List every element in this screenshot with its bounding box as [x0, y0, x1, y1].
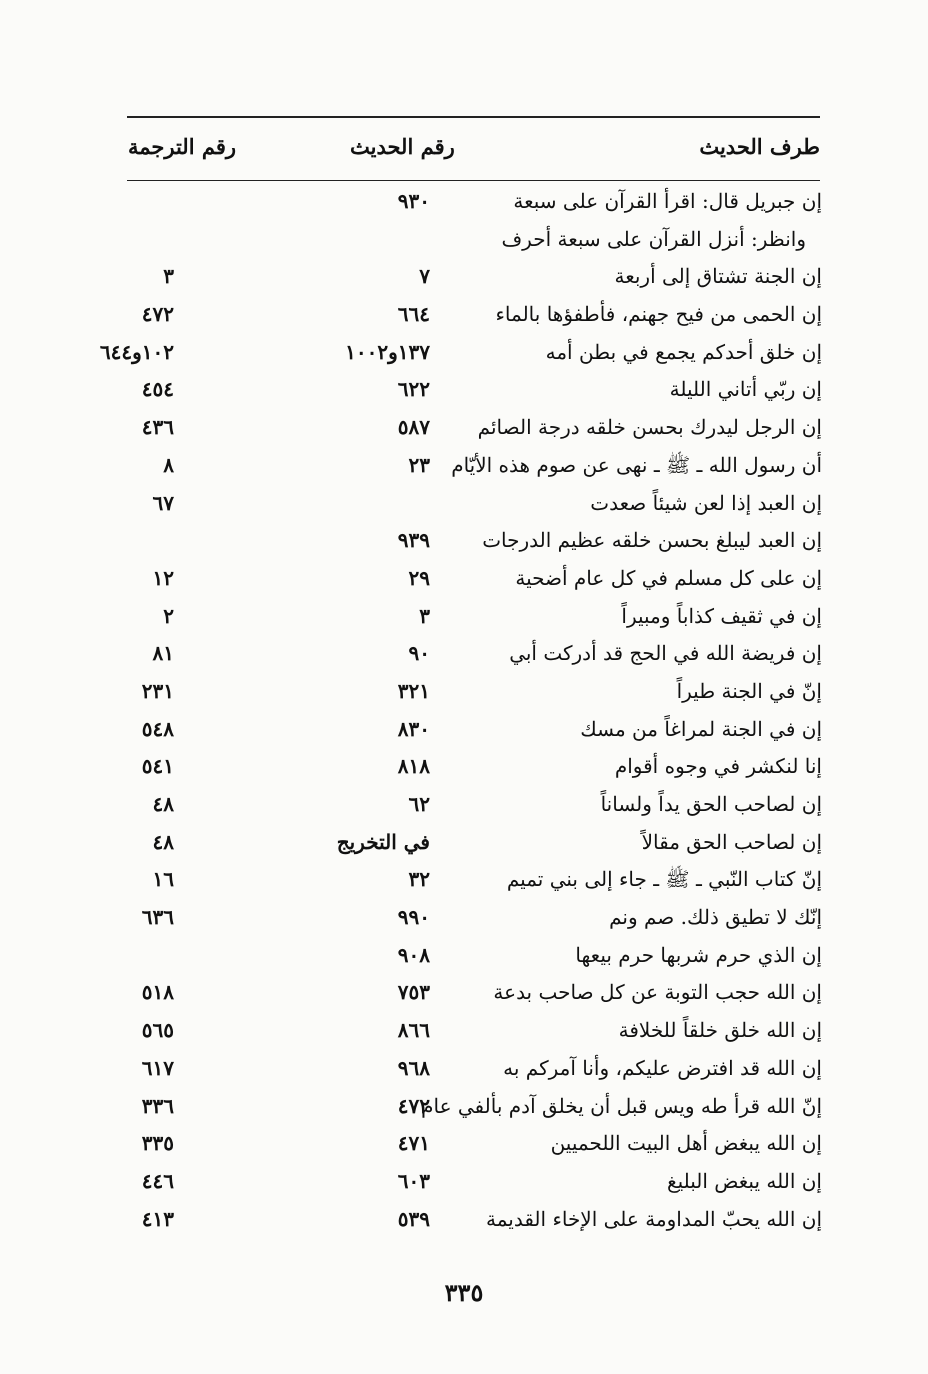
- hadith-text: إن الله حجب التوبة عن كل صاحب بدعة: [493, 980, 822, 1005]
- biography-number: ٥٦٥: [141, 1018, 174, 1043]
- hadith-number: ٩٩٠: [397, 905, 430, 930]
- table-row: [0, 637, 928, 675]
- hadith-number: ٩٠: [408, 641, 430, 666]
- table-row: [0, 939, 928, 977]
- hadith-number: ٢٣: [408, 452, 430, 477]
- hadith-number: ٦٢: [408, 792, 430, 816]
- hadith-number: ٨٦٦: [397, 1018, 430, 1043]
- hadith-text: إن فريضة الله في الحج قد أدركت أبي: [509, 641, 822, 666]
- hadith-number: ٩٠٨: [397, 942, 430, 967]
- table-row: [0, 487, 928, 525]
- hadith-text: إن الجنة تشتاق إلى أربعة: [614, 264, 822, 289]
- hadith-number: ٩٣٩: [397, 528, 430, 553]
- biography-number: ٨١: [152, 641, 174, 666]
- hadith-number: ٨١٨: [397, 754, 430, 779]
- hadith-text: إن العبد ليبلغ بحسن خلقه عظيم الدرجات: [482, 528, 822, 553]
- biography-number: ٤٤٦: [141, 1168, 174, 1193]
- page-number: ٣٣٥: [444, 1278, 484, 1307]
- table-row: [0, 336, 928, 374]
- table-row: [0, 373, 928, 411]
- biography-number: ١٠٢و٦٤٤: [99, 339, 174, 364]
- biography-number: ٣: [163, 264, 174, 289]
- biography-number: ٦٣٦: [141, 905, 174, 930]
- biography-number: ٢٣١: [141, 678, 174, 703]
- biography-number: ٢: [163, 603, 174, 628]
- biography-number: ٤٣٦: [141, 415, 174, 440]
- hadith-number: ٦٦٤: [397, 302, 430, 327]
- hadith-number: ٧: [419, 264, 430, 289]
- table-row: [0, 1127, 928, 1165]
- table-row: [0, 976, 928, 1014]
- biography-number: ١٦: [152, 867, 174, 892]
- table-row: [0, 1014, 928, 1052]
- hadith-text: إن خلق أحدكم يجمع في بطن أمه: [545, 339, 822, 364]
- hadith-text: إنّ كتاب النّبي ـ ﷺ ـ جاء إلى بني تميم: [506, 867, 822, 892]
- table-row: [0, 788, 928, 826]
- hadith-number: ٨٣٠: [397, 716, 430, 741]
- hadith-text: إن لصاحب الحق مقالاً: [641, 829, 822, 854]
- hadith-text: أن رسول الله ـ ﷺ ـ نهى عن صوم هذه الأيّام: [451, 452, 822, 477]
- hadith-text: إن الله خلق خلقاً للخلافة: [618, 1018, 822, 1043]
- biography-number: ٤٨: [152, 792, 174, 816]
- hadith-text: إن جبريل قال: اقرأ القرآن على سبعة: [513, 189, 822, 213]
- table-row: [0, 185, 928, 223]
- hadith-number: ٣٢١: [397, 678, 430, 703]
- hadith-text: إن في ثقيف كذاباً ومبيراً: [621, 603, 822, 628]
- table-row: [0, 1052, 928, 1090]
- table-row: [0, 901, 928, 939]
- table-row: [0, 223, 928, 261]
- biography-number: ٥٤١: [141, 754, 174, 779]
- top-rule: [127, 116, 820, 118]
- hadith-text: وانظر: أنزل القرآن على سبعة أحرف: [501, 226, 806, 251]
- table-row: [0, 298, 928, 336]
- table-row: [0, 524, 928, 562]
- header-hadith-number: رقم الحديث: [350, 134, 455, 159]
- hadith-text: إن الله يبغض البليغ: [666, 1168, 822, 1193]
- hadith-text: إن لصاحب الحق يداً ولساناً: [600, 792, 822, 816]
- biography-number: ١٢: [152, 565, 174, 590]
- biography-number: ٤٥٤: [141, 377, 174, 402]
- hadith-text: إنا لنكشر في وجوه أقوام: [614, 754, 822, 779]
- hadith-text: إن الله يبغض أهل البيت اللحميين: [550, 1131, 822, 1156]
- hadith-text: إن في الجنة لمراغاً من مسك: [580, 716, 822, 741]
- hadith-text: إنّك لا تطيق ذلك. صم ونم: [609, 905, 822, 930]
- biography-number: ٤٧٢: [141, 302, 174, 327]
- table-row: [0, 826, 928, 864]
- biography-number: ٣٣٥: [141, 1131, 174, 1156]
- hadith-number: ٥٣٩: [397, 1206, 430, 1231]
- hadith-number: في التخريج: [336, 829, 430, 854]
- biography-number: ٣٣٦: [141, 1093, 174, 1118]
- biography-number: ٥١٨: [141, 980, 174, 1005]
- hadith-number: ٦٠٣: [397, 1168, 430, 1193]
- biography-number: ٨: [163, 452, 174, 477]
- hadith-number: ٩٦٨: [397, 1055, 430, 1080]
- hadith-text: إن العبد إذا لعن شيئاً صعدت: [590, 490, 822, 515]
- table-row: [0, 713, 928, 751]
- table-row: [0, 750, 928, 788]
- hadith-text: إن الرجل ليدرك بحسن خلقه درجة الصائم: [477, 415, 822, 440]
- index-table: [0, 185, 928, 1240]
- biography-number: ٤١٣: [141, 1206, 174, 1231]
- hadith-number: ٥٨٧: [397, 415, 430, 440]
- hadith-number: ٧٥٣: [397, 980, 430, 1005]
- hadith-number: ٤٧٢: [397, 1093, 430, 1118]
- hadith-text: إن الذي حرم شربها حرم بيعها: [575, 942, 822, 967]
- hadith-text: إن الله قد افترض عليكم، وأنا آمركم به: [503, 1055, 822, 1080]
- table-row: [0, 1090, 928, 1128]
- hadith-text: إن الحمى من فيح جهنم، فأطفؤها بالماء: [495, 302, 822, 327]
- header-hadith-text: طرف الحديث: [699, 134, 820, 159]
- table-row: [0, 449, 928, 487]
- table-row: [0, 411, 928, 449]
- hadith-number: ١٣٧و١٠٠٢: [345, 339, 430, 364]
- hadith-number: ٢٩: [408, 565, 430, 590]
- hadith-text: إن على كل مسلم في كل عام أضحية: [515, 565, 822, 590]
- biography-number: ٤٨: [152, 829, 174, 854]
- hadith-text: إنّ الله قرأ طه ويس قبل أن يخلق آدم بألفي عام: [421, 1093, 822, 1118]
- hadith-number: ٤٧١: [397, 1131, 430, 1156]
- hadith-text: إنّ في الجنة طيراً: [676, 678, 822, 703]
- header-rule: [127, 180, 820, 181]
- biography-number: ٦١٧: [141, 1055, 174, 1080]
- table-row: [0, 675, 928, 713]
- table-row: [0, 1165, 928, 1203]
- header-biography-number: رقم الترجمة: [128, 134, 237, 159]
- hadith-number: ٣٢: [408, 867, 430, 892]
- table-row: [0, 600, 928, 638]
- table-row: [0, 260, 928, 298]
- biography-number: ٥٤٨: [141, 716, 174, 741]
- hadith-text: إن الله يحبّ المداومة على الإخاء القديمة: [485, 1206, 822, 1231]
- hadith-number: ٣: [419, 603, 430, 628]
- table-row: [0, 1203, 928, 1241]
- hadith-number: ٩٣٠: [397, 189, 430, 213]
- table-row: [0, 562, 928, 600]
- hadith-number: ٦٢٢: [397, 377, 430, 402]
- table-row: [0, 863, 928, 901]
- biography-number: ٦٧: [152, 490, 174, 515]
- hadith-text: إن ربّي أتاني الليلة: [669, 377, 822, 402]
